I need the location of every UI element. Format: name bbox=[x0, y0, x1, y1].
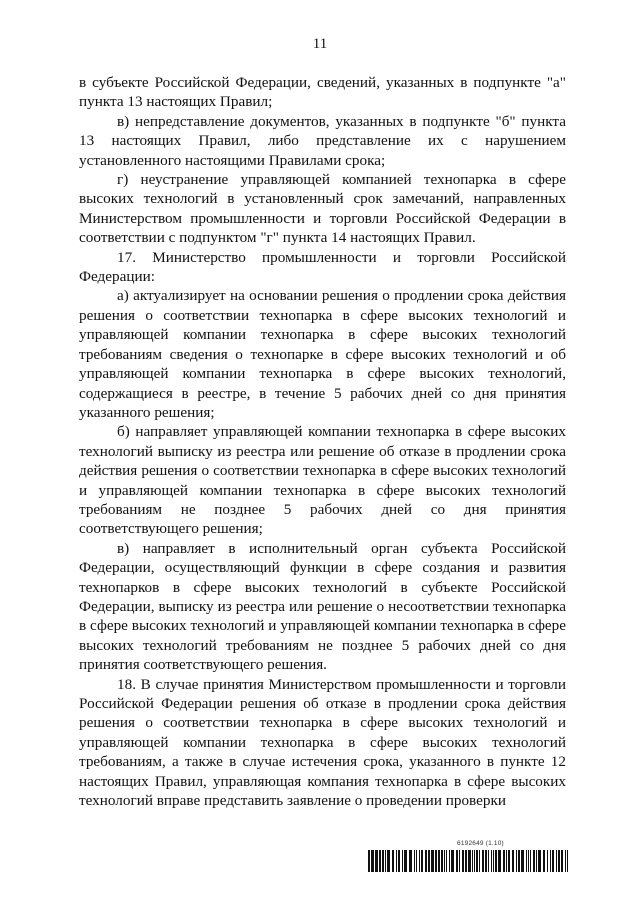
paragraph: в) непредставление документов, указанных в подпункте "б" пункта 13 настоящих Правил, либо представление их с нарушением установленного настоящими Правилами срока; bbox=[79, 112, 566, 169]
paragraph: в) направляет в исполнительный орган субъекта Российской Федерации, осуществляющий функции в сфере создания и развития технопарков в сфере высоких технологий в субъекте Российской Федерации, выписку из реестра или решение о несоответствии технопарка в сфере высоких технологий и управляющей компании технопарка в сфере высоких технологий требованиям не позднее 5 рабочих дней со дня принятия соответствующего решения. bbox=[79, 539, 566, 674]
paragraph: в субъекте Российской Федерации, сведений, указанных в подпункте "а" пункта 13 настоящих Правил; bbox=[79, 74, 566, 111]
paragraph: а) актуализирует на основании решения о продлении срока действия решения о соответствии технопарка в сфере высоких технологий и управляющей компании технопарка в сфере высоких технологий требованиям сведения о технопарке в сфере высоких технологий и об управляющей компании технопарка в сфере высоких технологий, содержащиеся в реестре, в течение 5 рабочих дней со дня принятия указанного решения; bbox=[79, 287, 566, 421]
paragraph: г) неустранение управляющей компанией технопарка в сфере высоких технологий в установленный срок замечаний, направленных Министерством промышленности и торговли Российской Федерации в соответствии с подпунктом "г" пункта 14 настоящих Правил. bbox=[79, 171, 566, 247]
paragraph: 17. Министерство промышленности и торговли Российской Федерации: bbox=[79, 248, 566, 286]
page-number: 11 bbox=[312, 36, 328, 52]
paragraph: б) направляет управляющей компании технопарка в сфере высоких технологий выписку из реестра или решение об отказе в продлении срока действия решения о соответствии технопарка в сфере высоких технологий и управляющей компании технопарка в сфере высоких технологий требованиям не позднее 5 рабочих дней со дня принятия соответствующего решения; bbox=[79, 423, 566, 538]
barcode-icon bbox=[368, 850, 568, 872]
paragraph: 18. В случае принятия Министерством промышленности и торговли Российской Федерации решения об отказе в продлении срока действия решения о соответствии технопарка в сфере высоких технологий и управляющей компании технопарка в сфере высоких технологий требованиям, а также в случае истечения срока, указанного в пункте 12 настоящих Правил, управляющая компания технопарка в сфере высоких технологий вправе представить заявление о проведении проверки bbox=[79, 675, 566, 810]
document-code: 6192649 (1.10) bbox=[457, 840, 504, 847]
document-body bbox=[79, 73, 566, 810]
